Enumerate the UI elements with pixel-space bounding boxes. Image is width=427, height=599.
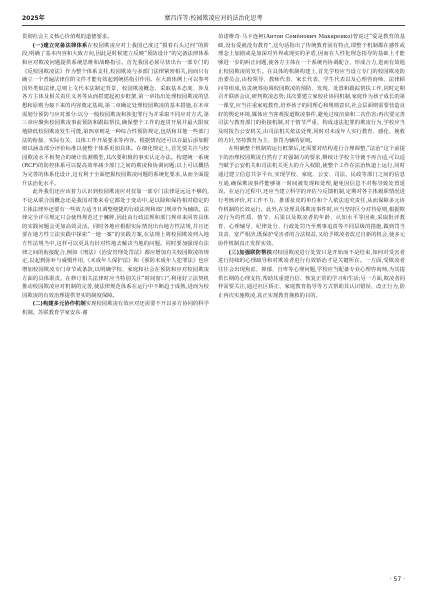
- paragraph: [22, 42, 209, 189]
- journal-year: 2025年: [22, 15, 45, 22]
- paragraph-text: 此外我们还应该着力认识到校园欺凌应对仅靠一部专门法律是远远不够的,不论从联合国概念还是我国对策来看它都处于变动中,是以除和保持相对稳定的主体法律外还要有一些效力适当且调整便捷的行政法规和部门规章作为辅助。法律完全详尽规定只会使得规范过于臃肿,因此由行政法规和部门规章来回答具体的实践问题会更加高效灵活。同时各地应根据实际情况出台地方性法规,并且还要在地方性立法实践中探索“一地一案”的实践方案,在法规上将校园欺凌列入地方性法规当中,这样可以更具有针对性地去解决当地的问题。同时要加强现有法律之间的衔接配合,例如《刑法》《治安管理处罚法》都应增加有关校园欺凌的规定,以起到弥补与威慑作用,《未成年人保护法》和《预防未成年人犯罪法》也应增加校园欺凌专门章节或条款,以明确学校、家庭和社会在预防和应对校园欺凌方面的具体职责。在修订相关法律时应当特别关注“时间窗口”,利用好立法契机推动校园欺凌应对机制的完善,使法律规范体系在运行中不断趋于成熟,进而为校园欺凌的有效治理提供坚实的制度保障。: [22, 189, 209, 299]
- paragraph-text: 在校园欺凌应对上我国已度过“摸着石头过河”的阶段,明确了基本内容和大致方向,因此是时候建立反映“预防设计”的完备法律体系和应对欺凌问题提供系统思维和战略指引。首先我国必须尽快出台一部专门的《反校园欺凌法》作为整个体系支柱,校园欺凌与多部门法律紧密相关,因而只有确立一个普遍法律位阶文件才能有效起到统括指引作用。在大致体例上可以参考国外类似法律,总则上文代本法制定背景、校园欺凌概念、采取基本态度、涉及各方主体及相关责任义务等从而搭建起初步框架,第一章指出处理校园欺凌的思想和原则为接下来的内容奠定基调,第二章确定处理校园欺凌的基本措施,在本章需划分预防与应对部分:以分一般校园欺凌和涉犯罪行为并采取不同应对方式,第三章应聚焦校园欺凌事前预防和跟踪帮扶,确保整个工作的连贯开展并最大限度地降低校园欺凌发生可能,第四章则是一种综合性预防规定,包括和其他一些部门法的衔接、实际有关、具体工作开展要求等内容。根据情况还可以在最后添加附则以涵盖部分评价标准以使整个体系更加具体。在细化规定上,首先要关注与校园欺凌水平相契合的统计监测模型,其次要积极的事实认定办法。构建统一系统(RCF)的防控体系可以提高效率减少部门之间的欺凌和协调问题;以上可以概括为完善的体系化设计,这有利于全面把握校园欺凌问题的系统化要求,从而全面提升法治化水平。: [22, 42, 209, 187]
- running-header: [22, 13, 405, 26]
- page-number: · 57 ·: [389, 576, 405, 583]
- paragraph: [22, 300, 209, 317]
- paragraph: [218, 33, 405, 145]
- section-heading: (一)建立完备法律体系: [32, 42, 88, 49]
- paragraph-text: 贯彻社会主义核心价值观的道德要求。: [22, 34, 113, 40]
- paragraph: [22, 33, 209, 42]
- paragraph: [22, 188, 209, 300]
- paragraph-text: 对校园欺凌进行处置只是开始而不是结束,如何对受害者进行持续的心理疏导和对欺凌者进行有效矫治才是关键所在。一方面,受欺凌者往往会出现焦虑、抑郁、自卑等心理问题,学校应当配备专业心理咨询师,为其提供长期的心理支持,帮助其重建自信、恢复正常的学习和生活;另一方面,欺凌者同样需要关注,通过社区矫正、家庭教育指导等方式帮助其认识错误、改正行为,防止再次实施欺凌,真正实现教育挽救的目的。: [218, 249, 405, 299]
- paragraph-text: 苗诺维奇·马卡连柯(Антон Семёнович Макаренко)曾说过“爱是教育的基础,没有爱就没有教育”,这句话指出了传统教育固有特点,即整个机制都在感性或理念上加剧或是加深对外界或现实的矛盾,因而在人性化理念指导的基础上才能够进一步的纠正问题,使各方主体在一个系统内协调配合、形成合力,进而有效遏止校园欺凌的发生。在具体的机制构建上,首先学校应当设立专门的校园欺凌防治委员会,由校领导、教师代表、家长代表、学生代表以及心理咨询师、法律顾问等组成,负责统筹协调校园欺凌的预防、发现、处置和跟踪帮扶工作,同时定期召开联席会议,研判欺凌态势;其次要建立家校社协同机制,家庭作为孩子成长的第一课堂,应当注重家庭教育,培养孩子的同理心和规则意识,社会层面则需要营造良好的舆论环境,媒体应当客观报道欺凌事件,避免过度渲染和二次伤害;再次要完善司法与教育部门的衔接机制,对于情节严重、构成违法犯罪的欺凌行为,学校应当及时报告公安机关,由司法机关依法处理,同时对未成年人实行教育、感化、挽救的方针,坚持教育为主、惩罚为辅的原则。: [218, 34, 405, 144]
- left-column: [22, 33, 209, 563]
- right-column: [218, 33, 405, 563]
- paragraph: [218, 249, 405, 301]
- running-title: 糜昌洋等:校园欺凌应对的法治化思考: [164, 15, 263, 22]
- section-heading: (二)构建多元协作机制: [32, 301, 86, 308]
- paragraph-text: 在明确整个机制的运行框架后,还需要对结构进行合理调整,“法治”这个前提下的治理校园欺凌自然有了对强制力的要求,继续让学校主导便不再合适,可以适当赋予公安机关和司法机关更大的介入权限,使整个工作在法治轨道上运行,同时通过建立信息共享平台,实现学校、家庭、公安、司法、民政等部门之间的信息互通,确保欺凌事件能够第一时间被发现和处理,避免因信息不对称导致处置延误。在运行过程中,还应当建立科学的评估与反馈机制,定期对各主体履职情况进行考核评价,对工作不力、推诿扯皮的单位和个人依法追究责任,从而保障多元协作机制的长效运行。此外,在处理具体欺凌事件时,应当坚持区分对待原则,根据欺凌行为的性质、情节、后果以及欺凌者的年龄、认知水平等因素,采取批评教育、心理辅导、纪律处分、行政处罚乃至刑事追责等不同层级的措施,做到罚当其责、宽严相济,既保护受害者的合法权益,又给予欺凌者改过自新的机会,使多元协作机制真正发挥实效。: [218, 146, 405, 247]
- section-heading: (三)加强联防帮扶: [228, 249, 273, 256]
- paragraph-text: 实现校园欺凌有效应对还需要不开以多方协同的科学机制。苏联教育学家安东·谢: [22, 301, 209, 316]
- paragraph: [218, 145, 405, 249]
